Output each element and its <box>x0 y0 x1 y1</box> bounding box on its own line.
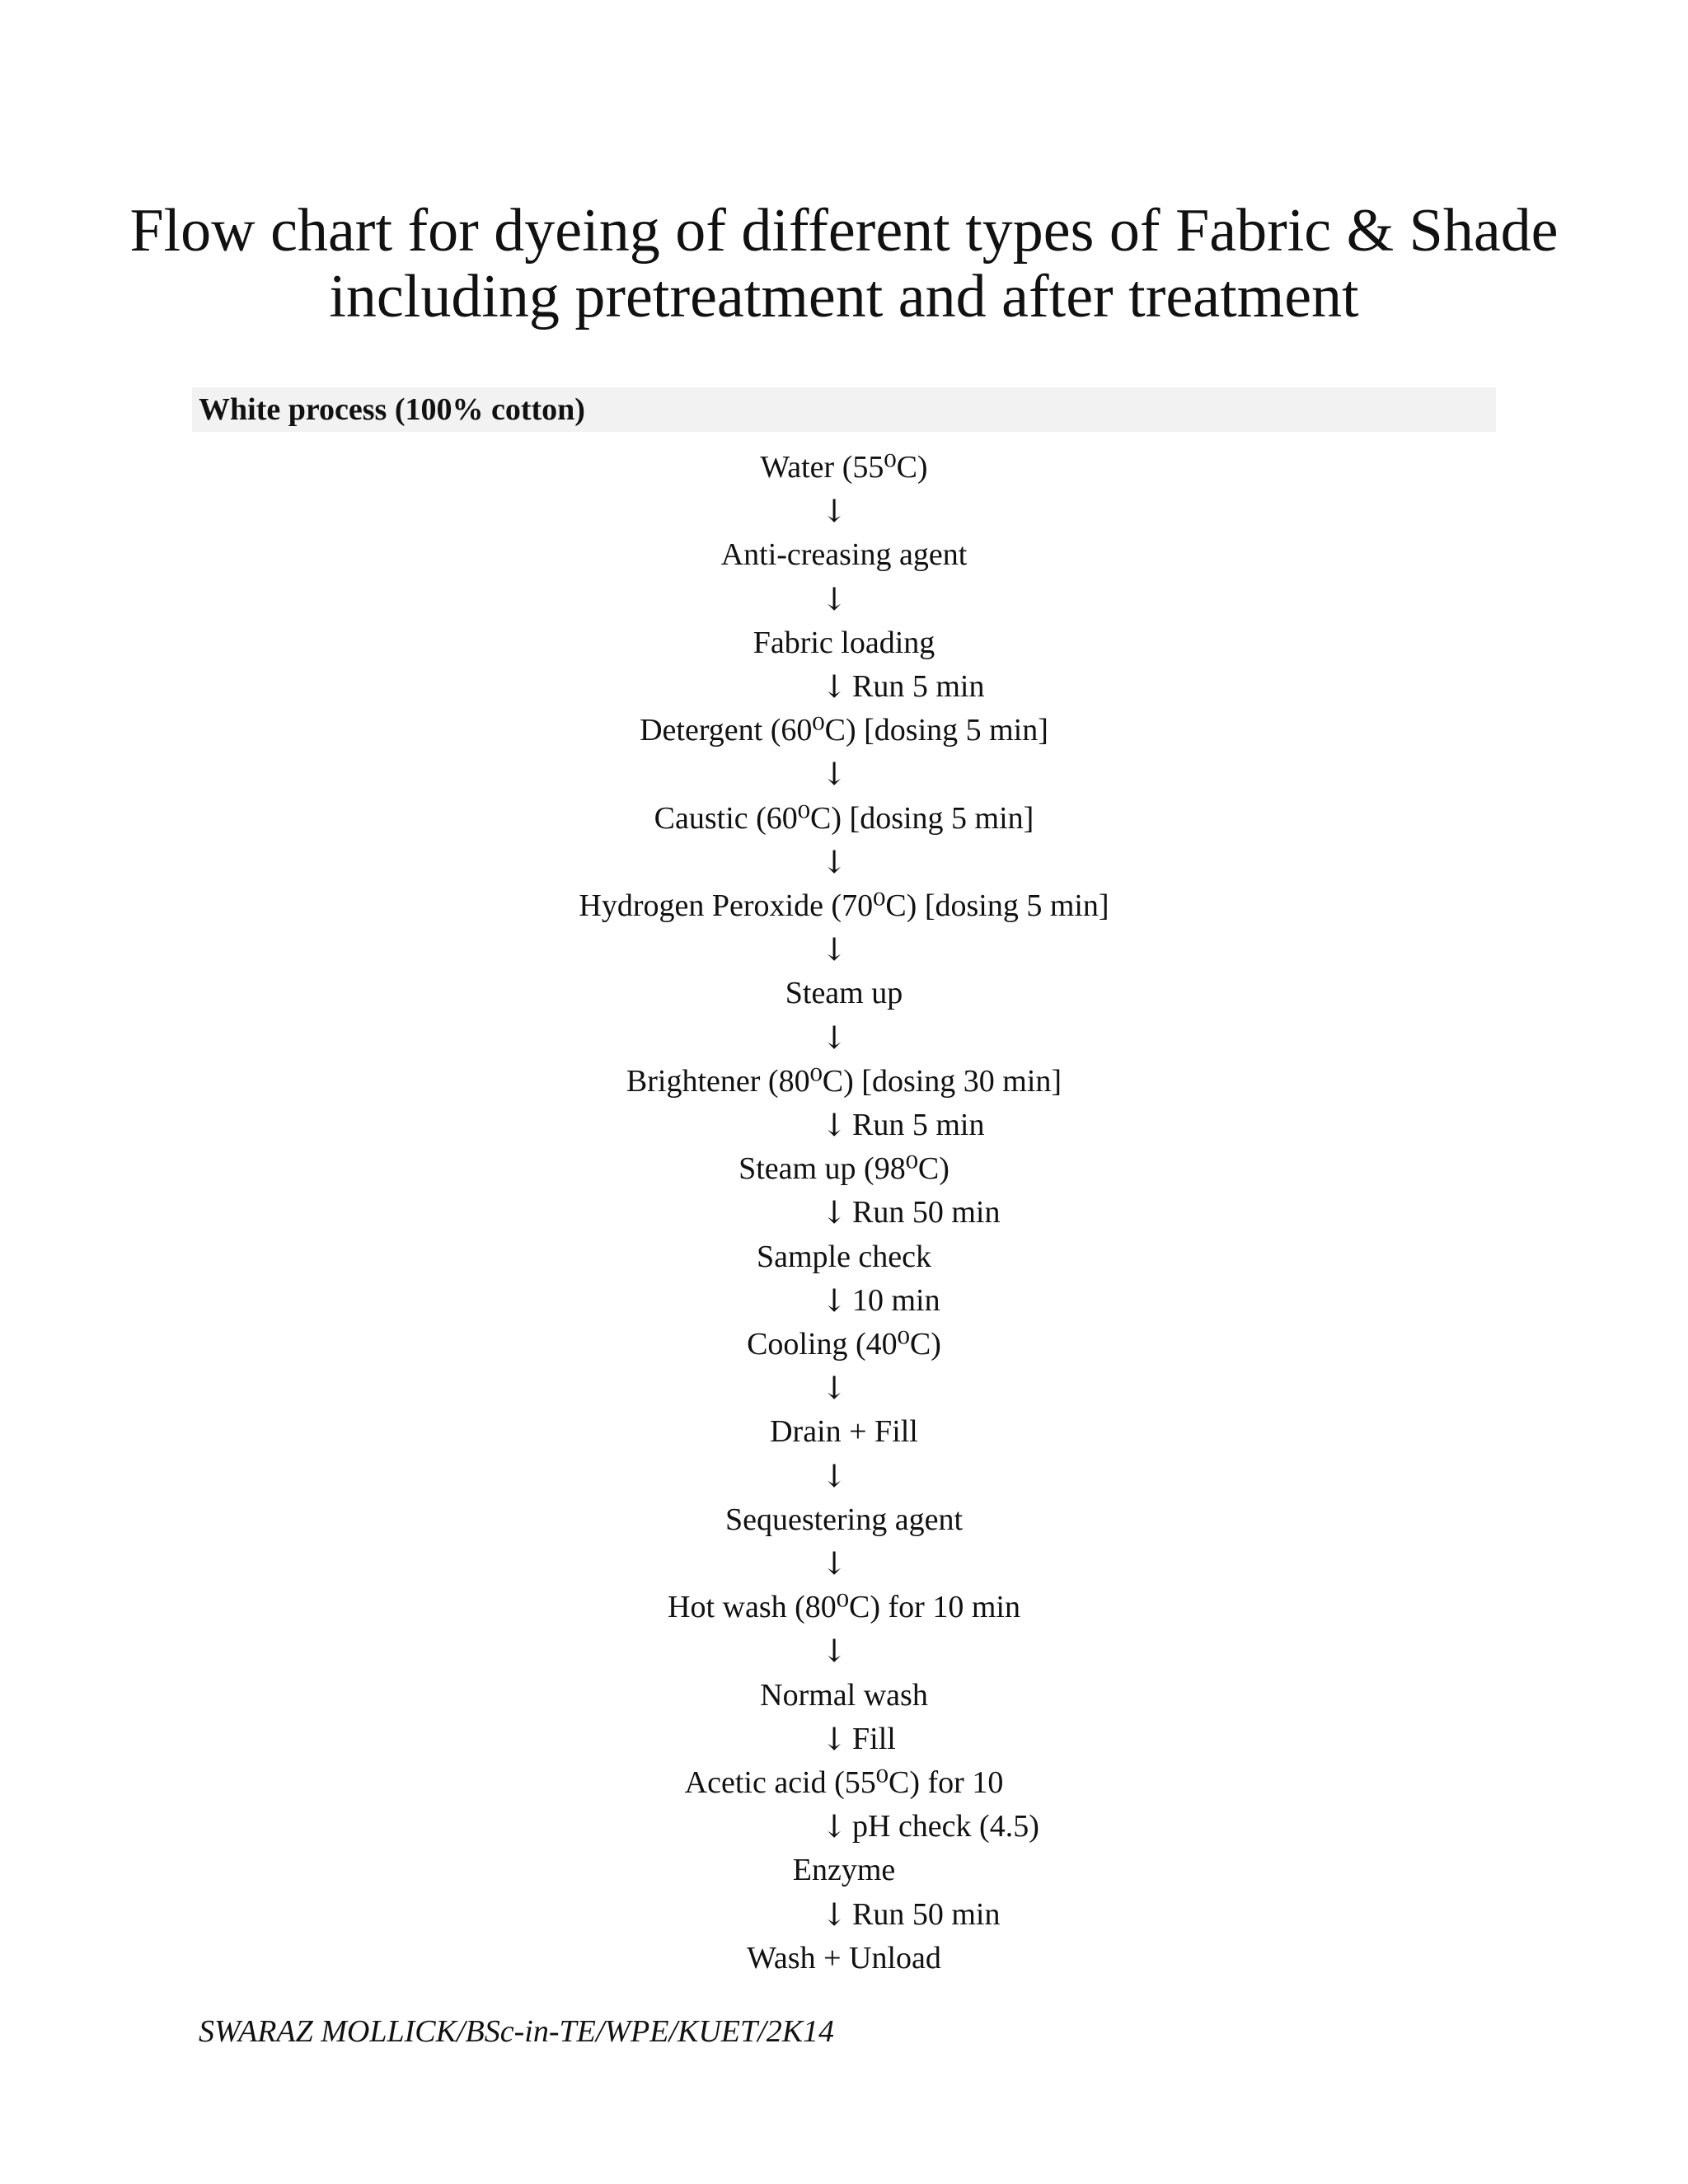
down-arrow-icon: ↓ <box>821 1633 847 1670</box>
flow-step: Fabric loading <box>753 625 935 660</box>
down-arrow-icon: ↓ <box>821 1019 847 1056</box>
flow-arrow <box>0 1015 1688 1060</box>
down-arrow-icon: ↓ <box>821 756 847 793</box>
down-arrow-icon: ↓ <box>821 1370 847 1407</box>
flow-arrow-note: 10 min <box>852 1282 940 1318</box>
flow-arrow <box>0 1103 1688 1147</box>
flow-step: Sequestering agent <box>724 1502 964 1537</box>
flow-arrow <box>0 1629 1688 1673</box>
down-arrow-icon: ↓ <box>821 1194 847 1231</box>
flow-step: Detergent (60⁰C) [dosing 5 min] <box>640 713 1048 748</box>
flow-step: Hot wash (80⁰C) for 10 min <box>668 1590 1020 1625</box>
flow-step: Wash + Unload <box>747 1940 941 1975</box>
down-arrow-icon: ↓ <box>821 1107 847 1143</box>
flow-arrow <box>0 1366 1688 1410</box>
flow-arrow <box>0 1278 1688 1323</box>
flow-step: Steam up <box>785 976 903 1011</box>
flow-arrow-note: Run 5 min <box>852 1108 985 1142</box>
flow-arrow-note: Fill <box>852 1721 896 1756</box>
flow-step: Enzyme <box>792 1853 896 1888</box>
flow-step: Steam up (98⁰C) <box>738 1151 950 1187</box>
flow-step: Acetic acid (55⁰C) for 10 <box>684 1765 1004 1800</box>
flow-arrow <box>0 489 1688 533</box>
down-arrow-icon: ↓ <box>821 580 847 617</box>
flow-arrow <box>0 664 1688 709</box>
flow-arrow <box>0 1190 1688 1235</box>
flow-arrow <box>0 1541 1688 1586</box>
flow-arrow <box>0 752 1688 796</box>
flow-arrow <box>0 1454 1688 1498</box>
author-footer: SWARAZ MOLLICK/BSc-in-TE/WPE/KUET/2K14 <box>199 2014 835 2049</box>
flow-step: Hydrogen Peroxide (70⁰C) [dosing 5 min] <box>579 888 1109 923</box>
flow-step: Water (55⁰C) <box>760 450 928 485</box>
page-title-line-1: Flow chart for dyeing of different types of Fabric & Shade <box>129 197 1559 265</box>
flow-step: Brightener (80⁰C) [dosing 30 min] <box>626 1063 1062 1099</box>
flow-arrow <box>0 1804 1688 1849</box>
flow-step: Normal wash <box>760 1677 928 1713</box>
down-arrow-icon: ↓ <box>821 1545 847 1582</box>
flow-step: Caustic (60⁰C) [dosing 5 min] <box>654 800 1034 836</box>
down-arrow-icon: ↓ <box>821 1457 847 1494</box>
flow-arrow-note: pH check (4.5) <box>852 1809 1039 1844</box>
flow-arrow <box>0 840 1688 884</box>
down-arrow-icon: ↓ <box>821 1282 847 1319</box>
flow-arrow <box>0 927 1688 972</box>
down-arrow-icon: ↓ <box>821 931 847 968</box>
flow-step: Sample check <box>756 1239 932 1274</box>
flow-arrow-note: Run 50 min <box>852 1896 1001 1932</box>
down-arrow-icon: ↓ <box>821 843 847 880</box>
page-title-line-2: including pretreatment and after treatment <box>329 263 1359 330</box>
down-arrow-icon: ↓ <box>821 1720 847 1757</box>
flow-arrow <box>0 1892 1688 1937</box>
flow-step: Drain + Fill <box>770 1414 918 1450</box>
down-arrow-icon: ↓ <box>821 1808 847 1845</box>
down-arrow-icon: ↓ <box>821 493 847 530</box>
down-arrow-icon: ↓ <box>821 1896 847 1933</box>
flow-arrow <box>0 577 1688 621</box>
flow-arrow-note: Run 5 min <box>852 669 985 704</box>
flow-step: Cooling (40⁰C) <box>747 1327 941 1361</box>
flow-arrow <box>0 1717 1688 1761</box>
flow-step: Anti-creasing agent <box>720 537 968 573</box>
section-heading: White process (100% cotton) <box>199 392 585 427</box>
down-arrow-icon: ↓ <box>821 668 847 705</box>
flow-arrow-note: Run 50 min <box>852 1195 1001 1230</box>
